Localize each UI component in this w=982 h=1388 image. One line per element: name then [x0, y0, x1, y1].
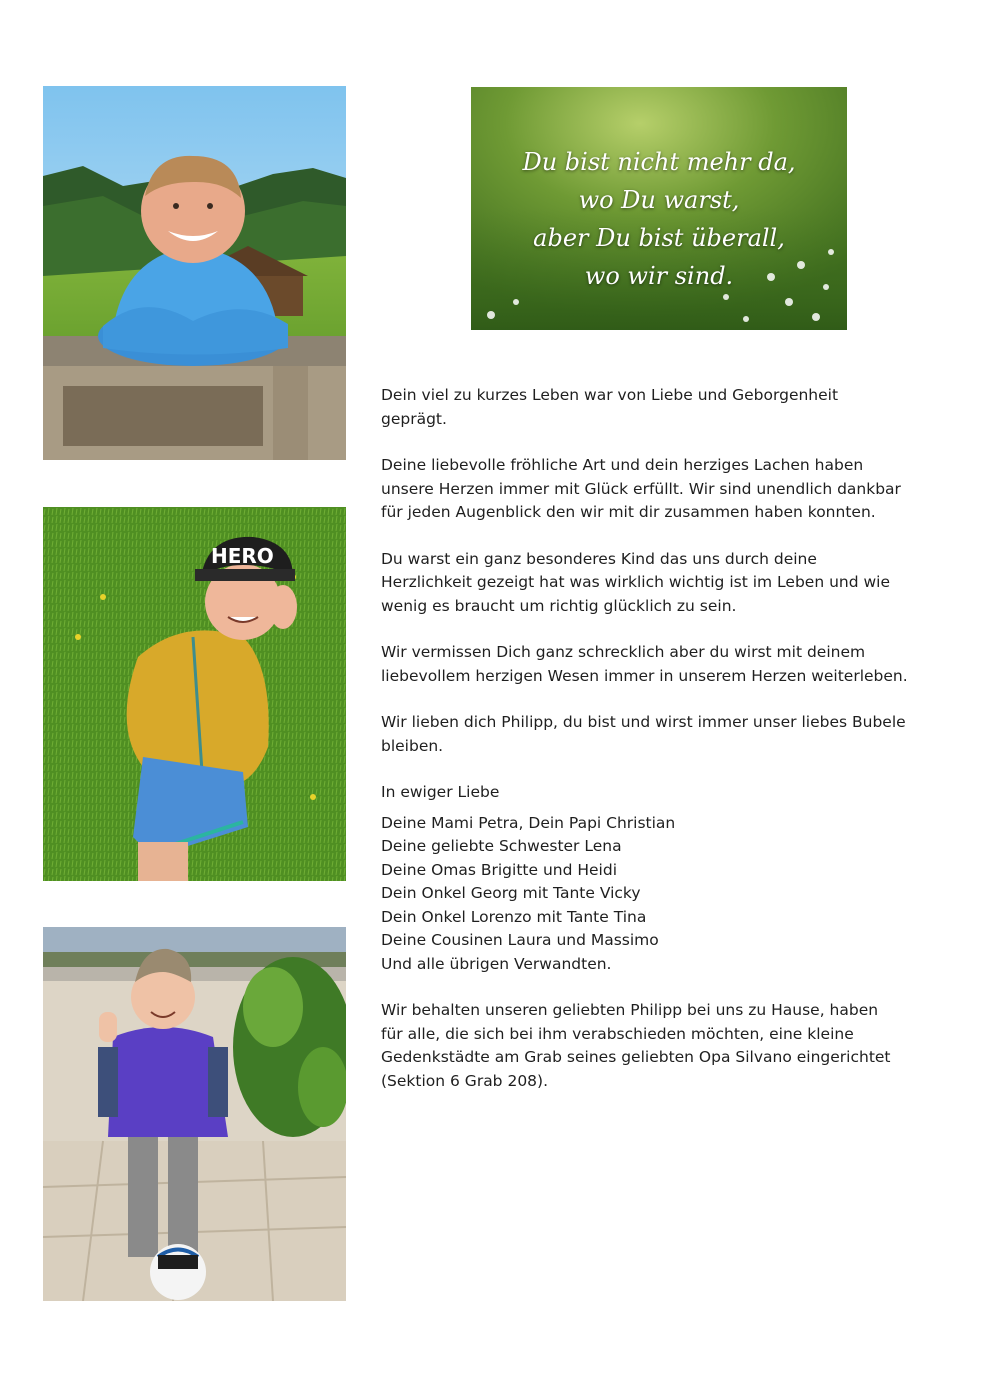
obituary-paragraph: Dein viel zu kurzes Leben war von Liebe und Geborgenheit geprägt. — [381, 386, 839, 428]
obituary-paragraph: Wir vermissen Dich ganz schrecklich aber du wirst mit deinem liebevollem herzigen Wesen immer in unserem Herzen weiterleben. — [381, 643, 908, 685]
signature-line: Dein Onkel Lorenzo mit Tante Tina — [381, 907, 647, 926]
signature-list — [381, 812, 941, 977]
photo-boy-blue-hoodie — [43, 86, 346, 460]
obituary-paragraph: Deine liebevolle fröhliche Art und dein herziges Lachen haben unsere Herzen immer mit Glück erfüllt. Wir sind unendlich dankbar für jeden Augenblick den wir mit dir zusammen haben konnten. — [381, 456, 901, 521]
signature-line: Deine geliebte Schwester Lena — [381, 837, 622, 855]
quote-line: wo Du warst, — [578, 186, 740, 214]
burial-note: Wir behalten unseren geliebten Philipp bei uns zu Hause, haben für alle, die sich bei ihm verabschieden möchten, eine kleine Gedenkstädte am Grab seines geliebten Opa Silvano eingerichtet (Sektion 6 Grab 208). — [381, 1001, 891, 1090]
obituary-paragraph: Du warst ein ganz besonderes Kind das uns durch deine Herzlichkeit gezeigt hat was wirklich wichtig ist im Leben und wie wenig es braucht um richtig glücklich zu sein. — [381, 549, 891, 615]
signature-line: Und alle übrigen Verwandten. — [381, 954, 612, 973]
photo-boy-purple-jersey — [43, 927, 346, 1301]
obituary-text — [381, 384, 941, 1093]
memorial-quote — [471, 143, 847, 295]
quote-line: aber Du bist überall, — [533, 224, 785, 252]
photo-boy-yellow-jacket — [43, 507, 346, 881]
cap-logo: HERO — [211, 544, 274, 568]
obituary-paragraph: Wir lieben dich Philipp, du bist und wirst immer unser liebes Bubele bleiben. — [381, 713, 906, 755]
signature-line: Deine Omas Brigitte und Heidi — [381, 860, 617, 879]
quote-card — [471, 87, 847, 330]
quote-line: Du bist nicht mehr da, — [522, 148, 796, 176]
quote-line: wo wir sind. — [584, 262, 734, 290]
closing-line: In ewiger Liebe — [381, 783, 500, 801]
signature-line: Deine Mami Petra, Dein Papi Christian — [381, 813, 676, 832]
signature-line: Deine Cousinen Laura und Massimo — [381, 931, 659, 949]
signature-line: Dein Onkel Georg mit Tante Vicky — [381, 884, 641, 902]
